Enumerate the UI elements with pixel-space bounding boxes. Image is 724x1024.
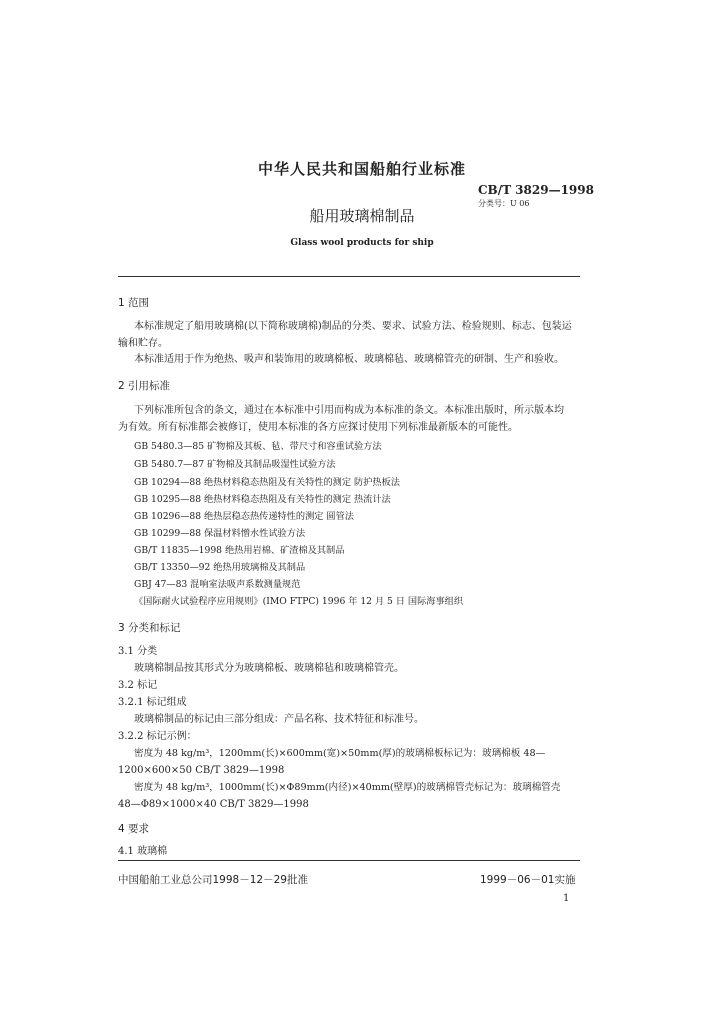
section-3-2-1-heading: 3.2.1 标记组成 — [118, 697, 187, 708]
example-2-line-2: 48—Φ89×1000×40 CB/T 3829—1998 — [118, 799, 309, 810]
section-2-intro-line-2: 为有效。所有标准都会被修订，使用本标准的各方应探讨使用下列标准最新版本的可能性。 — [118, 422, 518, 433]
section-1-para-2: 本标准适用于作为绝热、吸声和装饰用的玻璃棉板、玻璃棉毡、玻璃棉管壳的研制、生产和验收。 — [134, 354, 564, 365]
section-3-1-text: 玻璃棉制品按其形式分为玻璃棉板、玻璃棉毡和玻璃棉管壳。 — [134, 663, 404, 674]
reference-item: GB 10294—88 绝热材料稳态热阻及有关特性的测定 防护热板法 — [134, 477, 400, 488]
section-3-2-2-heading: 3.2.2 标记示例： — [118, 731, 197, 742]
reference-item: 《国际耐火试验程序应用规则》(IMO FTPC) 1996 年 12 月 5 日 国际海事组织 — [134, 596, 464, 607]
standard-title: 中华人民共和国船舶行业标准 — [257, 160, 466, 178]
reference-item: GB/T 11835—1998 绝热用岩棉、矿渣棉及其制品 — [134, 545, 345, 556]
implementation-date: 1999－06－01实施 — [480, 874, 576, 886]
header-divider — [118, 276, 580, 277]
reference-item: GB 10299—88 保温材料憎水性试验方法 — [134, 528, 306, 539]
document-title-english: Glass wool products for ship — [290, 238, 434, 248]
page-number: 1 — [563, 893, 570, 904]
classification-code: 分类号：U 06 — [478, 199, 530, 208]
section-4-1-heading: 4.1 玻璃棉 — [118, 846, 168, 857]
example-1-line-2: 1200×600×50 CB/T 3829—1998 — [118, 765, 285, 776]
reference-item: GB 10296—88 绝热层稳态热传递特性的测定 圆管法 — [134, 511, 354, 522]
footer-divider — [118, 860, 580, 861]
standard-number: CB/T 3829—1998 — [478, 183, 594, 197]
section-2-intro-line-1: 下列标准所包含的条文，通过在本标准中引用而构成为本标准的条文。本标准出版时，所示版本均 — [134, 405, 564, 416]
approval-date: 中国船舶工业总公司1998－12－29批准 — [118, 874, 308, 886]
reference-item: GB/T 13350—92 绝热用玻璃棉及其制品 — [134, 562, 306, 573]
section-3-heading: 3 分类和标记 — [118, 622, 181, 634]
reference-item: GB 5480.7—87 矿物棉及其制品吸湿性试验方法 — [134, 459, 336, 470]
section-3-1-heading: 3.1 分类 — [118, 646, 158, 657]
example-1-line-1: 密度为 48 kg/m³，1200mm(长)×600mm(宽)×50mm(厚)的玻璃棉板标记为：玻璃棉板 48— — [134, 748, 546, 759]
section-4-heading: 4 要求 — [118, 823, 150, 835]
section-3-2-1-text: 玻璃棉制品的标记由三部分组成：产品名称、技术特征和标准号。 — [134, 714, 424, 725]
section-3-2-heading: 3.2 标记 — [118, 680, 158, 691]
document-title: 船用玻璃棉制品 — [309, 207, 415, 225]
reference-item: GBJ 47—83 混响室法吸声系数测量规范 — [134, 579, 301, 590]
section-2-heading: 2 引用标准 — [118, 380, 171, 392]
reference-item: GB 5480.3—85 矿物棉及其板、毡、带尺寸和容重试验方法 — [134, 441, 382, 452]
section-1-heading: 1 范围 — [118, 297, 150, 309]
example-2-line-1: 密度为 48 kg/m³，1000mm(长)×Φ89mm(内径)×40mm(壁厚)的玻璃棉管壳标记为：玻璃棉管壳 — [134, 782, 561, 793]
section-1-para-1-line-2: 输和贮存。 — [118, 338, 168, 349]
reference-item: GB 10295—88 绝热材料稳态热阻及有关特性的测定 热流计法 — [134, 494, 391, 505]
section-1-para-1-line-1: 本标准规定了船用玻璃棉(以下简称玻璃棉)制品的分类、要求、试验方法、检验规则、标志、包装运 — [134, 321, 572, 332]
